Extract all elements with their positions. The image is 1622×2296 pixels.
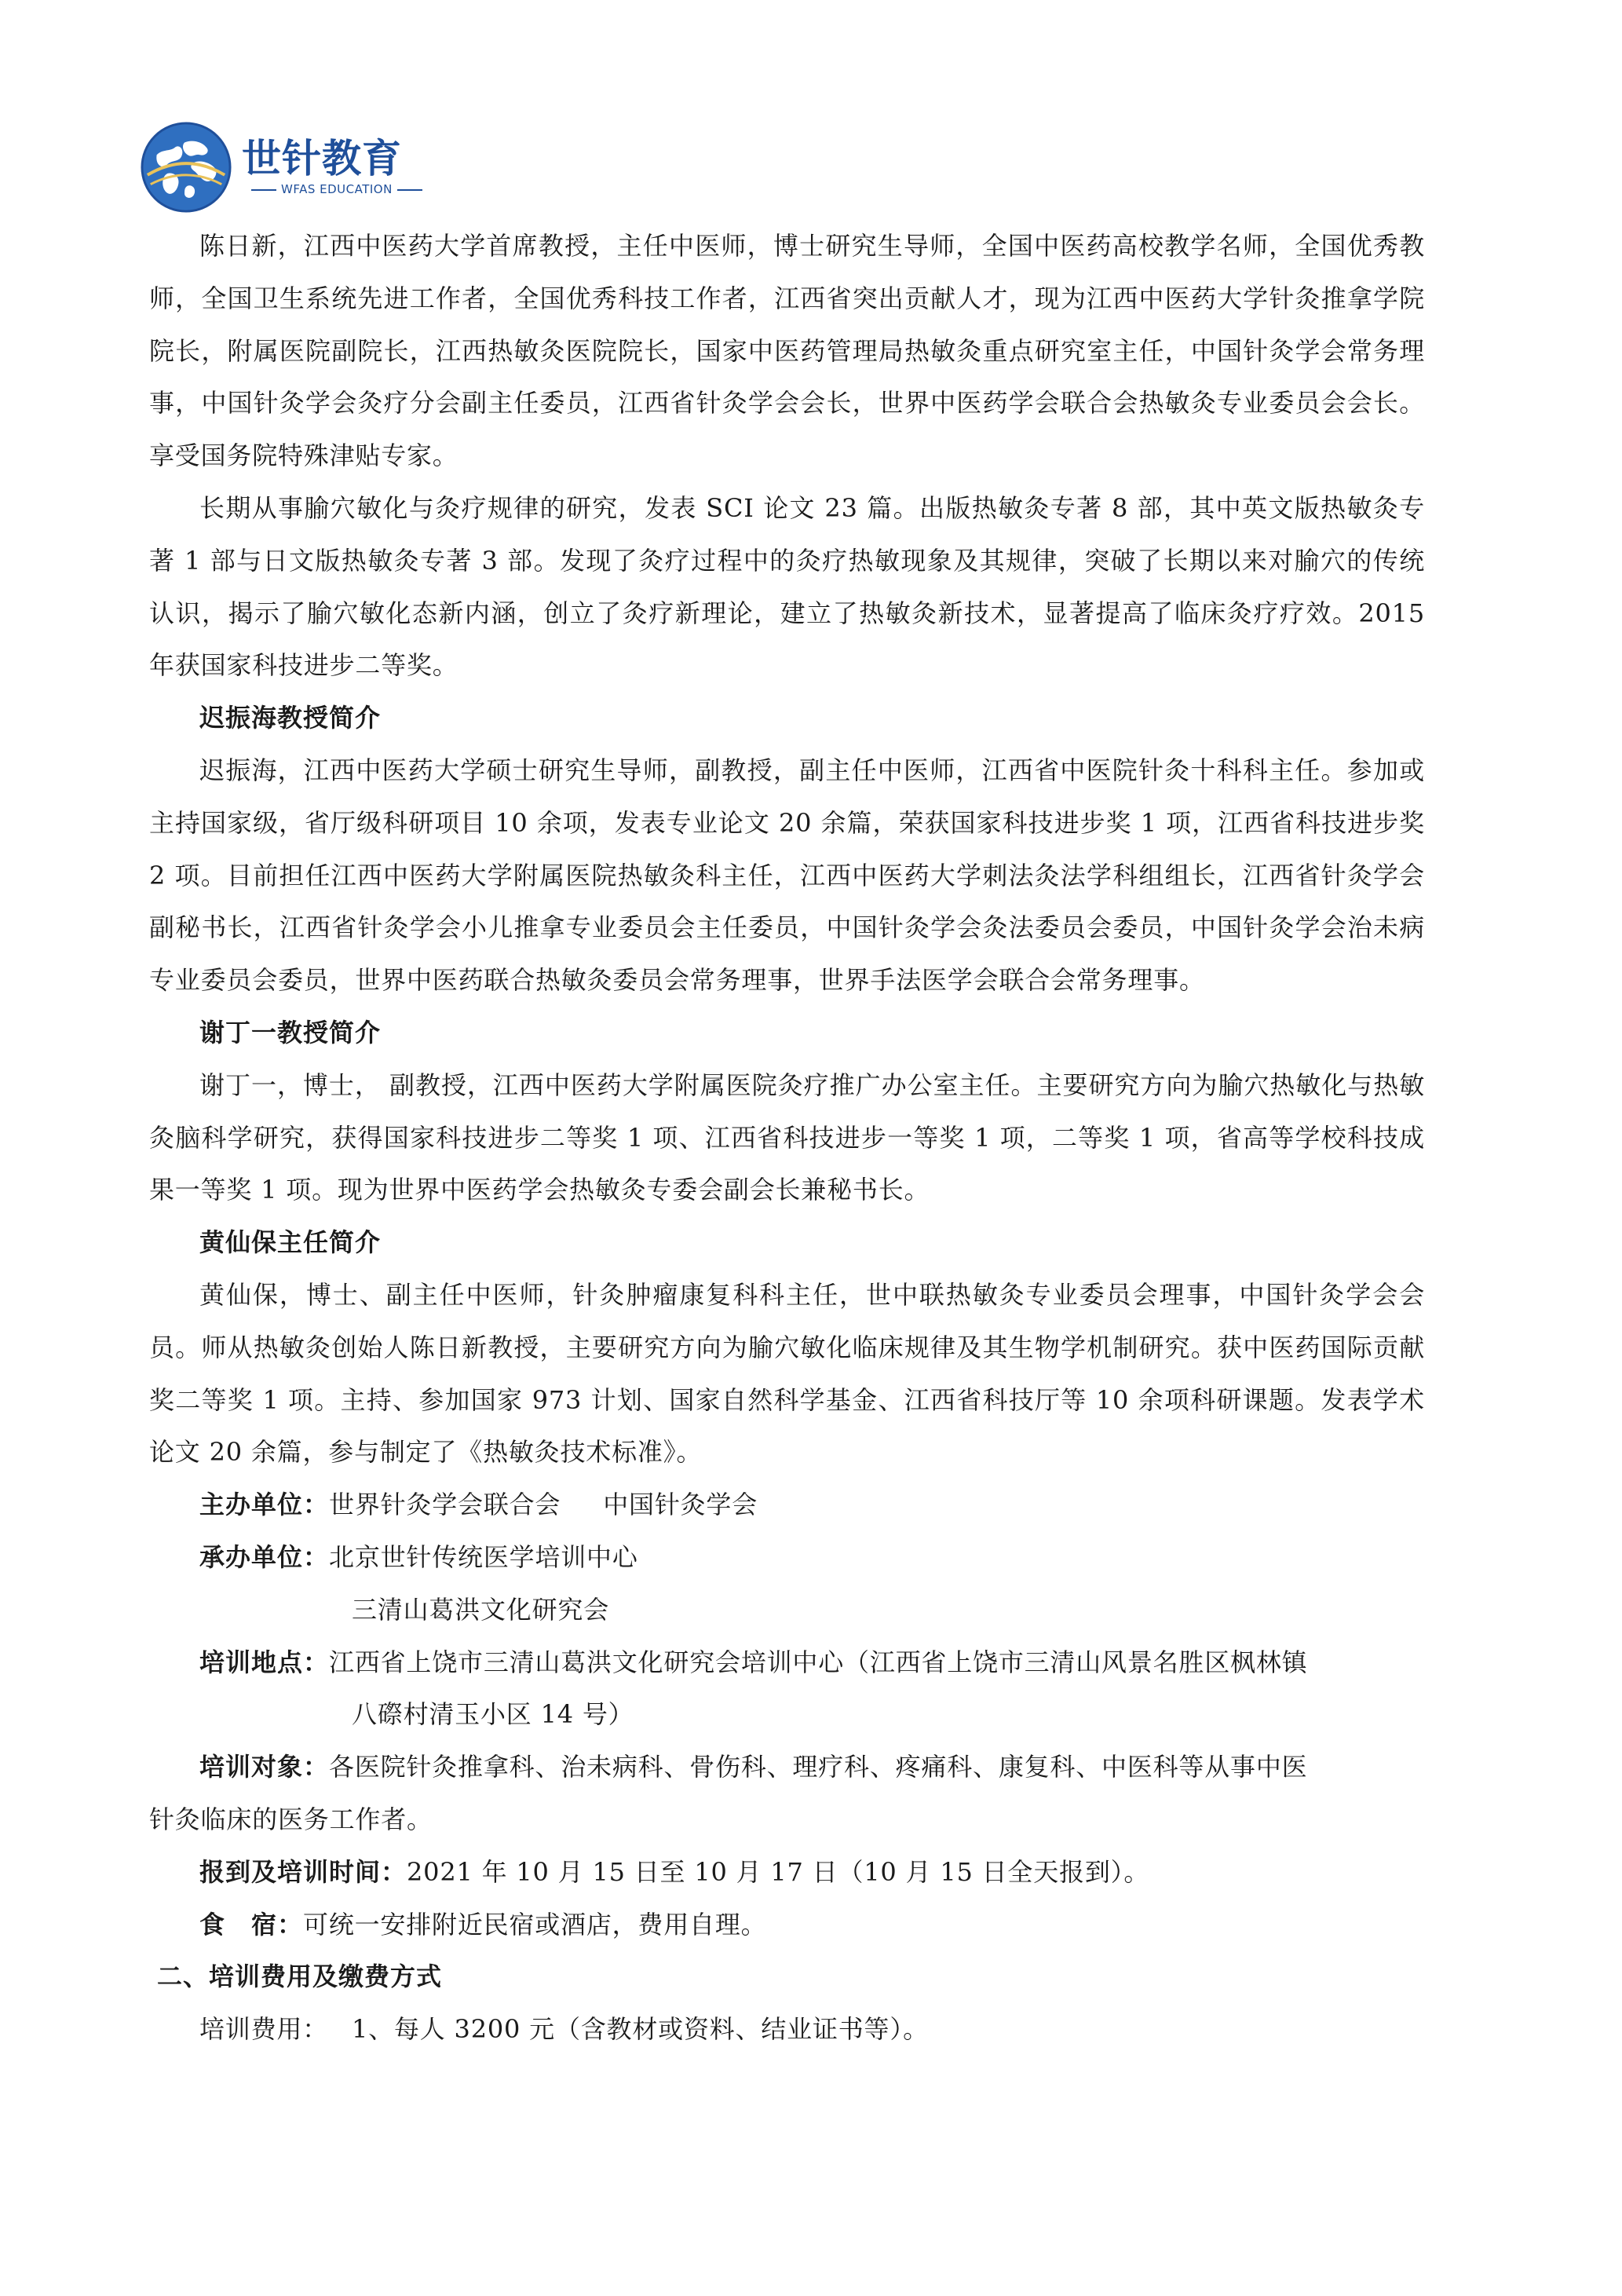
host-label: 主办单位： [199,1490,330,1520]
wfas-education-logo [140,118,407,220]
chi-bio-paragraph: 迟振海，江西中医药大学硕士研究生导师，副教授，副主任中医师，江西省中医院针灸十科科主任。参加或主持国家级，省厅级科研项目 10 余项，发表专业论文 20 余篇，荣获国家科技进步奖 1 项，江西省科技进步奖 2 项。目前担任江西中医药大学附属医院热敏灸科主任，江西中医药大学刺法灸法学科组组长，江西省针灸学会副秘书长，江西省针灸学会小儿推拿专业委员会主任委员，中国针灸学会灸法委员会委员，中国针灸学会治未病专业委员会委员，世界中医药联合热敏灸委员会常务理事，世界手法医学会联合会常务理事。 [149,755,1425,996]
fees-section-heading: 二、培训费用及缴费方式 [157,1961,443,1992]
lodging-row [149,1899,1425,1951]
location-row [149,1636,1425,1689]
host-row [149,1479,1425,1531]
fee-label: 培训费用： [199,2014,329,2045]
chi-bio-heading: 迟振海教授简介 [199,703,382,733]
organizer-label: 承办单位： [199,1541,330,1572]
globe-icon [140,121,232,214]
fee-row [149,2003,1425,2056]
huang-bio-heading: 黄仙保主任简介 [199,1227,382,1258]
host-value [329,1479,1425,1531]
location-2: 八磜村清玉小区 14 号） [352,1699,634,1730]
time-label: 报到及培训时间： [199,1856,407,1887]
document-body [149,220,1425,2056]
host-2: 中国针灸学会 [603,1490,758,1520]
target-1: 各医院针灸推拿科、治未病科、骨伤科、理疗科、疼痛科、康复科、中医科等从事中医 [329,1752,1308,1782]
huang-bio-paragraph: 黄仙保，博士、副主任中医师，针灸肿瘤康复科科主任，世中联热敏灸专业委员会理事，中国针灸学会会员。师从热敏灸创始人陈日新教授，主要研究方向为腧穴敏化临床规律及其生物学机制研究。获中医药国际贡献奖二等奖 1 项。主持、参加国家 973 计划、国家自然科学基金、江西省科技厅等 10 余项科研课题。发表学术论文 20 余篇，参与制定了《热敏灸技术标准》。 [149,1279,1425,1468]
xie-bio-heading: 谢丁一教授简介 [199,1017,382,1047]
location-1: 江西省上饶市三清山葛洪文化研究会培训中心（江西省上饶市三清山风景名胜区枫林镇 [329,1647,1308,1677]
chen-bio-paragraph-1: 陈日新，江西中医药大学首席教授，主任中医师，博士研究生导师，全国中医药高校教学名师，全国优秀教师，全国卫生系统先进工作者，全国优秀科技工作者，江西省突出贡献人才，现为江西中医药大学针灸推拿学院院长，附属医院副院长，江西热敏灸医院院长，国家中医药管理局热敏灸重点研究室主任，中国针灸学会常务理事，中国针灸学会灸疗分会副主任委员，江西省针灸学会会长，世界中医药学会联合会热敏灸专业委员会会长。享受国务院特殊津贴专家。 [149,231,1425,471]
target-label: 培训对象： [199,1752,330,1782]
host-1: 世界针灸学会联合会 [329,1490,561,1520]
fee-value: 1、每人 3200 元（含教材或资料、结业证书等）。 [352,2014,929,2045]
logo-english-name [247,182,427,196]
target-row [149,1741,1425,1793]
time-row [149,1846,1425,1899]
organizer-row [149,1531,1425,1584]
location-label: 培训地点： [199,1647,330,1677]
target-2: 针灸临床的医务工作者。 [149,1804,433,1834]
organizer-2: 三清山葛洪文化研究会 [352,1594,610,1625]
chen-bio-paragraph-2: 长期从事腧穴敏化与灸疗规律的研究，发表 SCI 论文 23 篇。出版热敏灸专著 8 部，其中英文版热敏灸专著 1 部与日文版热敏灸专著 3 部。发现了灸疗过程中的灸疗热敏现象及其规律，突破了长期以来对腧穴的传统认识，揭示了腧穴敏化态新内涵，创立了灸疗新理论，建立了热敏灸新技术，显著提高了临床灸疗疗效。2015 年获国家科技进步二等奖。 [149,492,1425,681]
lodging-label: 食 宿： [199,1909,304,1940]
lodging-value: 可统一安排附近民宿或酒店，费用自理。 [303,1909,767,1940]
xie-bio-paragraph: 谢丁一，博士， 副教授，江西中医药大学附属医院灸疗推广办公室主任。主要研究方向为腧穴热敏化与热敏灸脑科学研究，获得国家科技进步二等奖 1 项、江西省科技进步一等奖 1 项，二等奖 1 项，省高等学校科技成果一等奖 1 项。现为世界中医药学会热敏灸专委会副会长兼秘书长。 [149,1069,1425,1205]
time-value: 2021 年 10 月 15 日至 10 月 17 日（10 月 15 日全天报到）。 [407,1856,1150,1887]
logo-english-text: WFAS EDUCATION [281,182,393,196]
organizer-1: 北京世针传统医学培训中心 [329,1541,638,1572]
logo-chinese-name: 世针教育 [242,136,402,181]
